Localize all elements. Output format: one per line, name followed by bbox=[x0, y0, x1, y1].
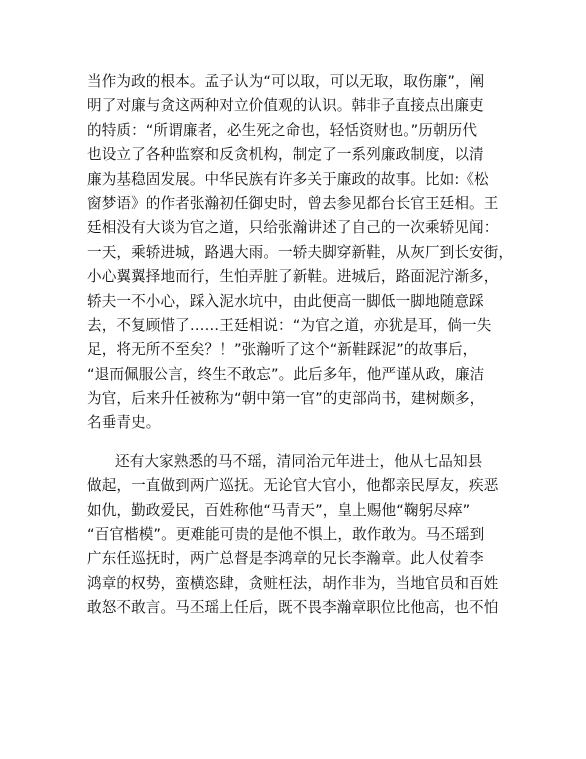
text-line: 做起，一直做到两广巡抚。无论官大官小，他都亲民厚友，疾恶 bbox=[87, 477, 499, 495]
paragraph-1 bbox=[87, 70, 514, 436]
text-line: “退而佩服公言，终生不敢忘”。此后多年，他严谨从政，廉洁 bbox=[87, 365, 485, 383]
text-line: 敢怒不敢言。马丕瑶上任后，既不畏李瀚章职位比他高，也不怕 bbox=[87, 599, 499, 617]
text-line: 为官，后来升任被称为“朝中第一官”的吏部尚书，建树颇多， bbox=[87, 390, 485, 408]
text-line: 广东任巡抚时，两广总督是李鸿章的兄长李瀚章。此人仗着李 bbox=[87, 550, 484, 568]
text-line: 名垂青史。 bbox=[87, 414, 161, 432]
text-line: 廉为基稳固发展。中华民族有许多关于廉政的故事。比如:《松 bbox=[87, 170, 489, 188]
text-line: 去，不复顾惜了……王廷相说：“为官之道，亦犹是耳，倘一失 bbox=[87, 316, 492, 334]
text-line: 的特质：“所谓廉者，必生死之命也，轻恬资财也。”历朝历代 bbox=[87, 121, 478, 139]
text-line: 一天，乘轿进城，路遇大雨。一轿夫脚穿新鞋，从灰厂到长安街， bbox=[87, 243, 514, 261]
paragraph-2 bbox=[87, 450, 507, 621]
text-line: 鸿章的权势，蛮横恣肆，贪赃枉法，胡作非为，当地官员和百姓 bbox=[87, 574, 499, 592]
text-line: 窗梦语》的作者张瀚初任御史时，曾去参见都台长官王廷相。王 bbox=[87, 194, 499, 212]
text-line: 廷相没有大谈为官之道，只给张瀚讲述了自己的一次乘轿见闻： bbox=[87, 219, 499, 237]
text-line: 当作为政的根本。孟子认为“可以取，可以无取，取伤廉”，阐 bbox=[87, 73, 485, 90]
text-line: 还有大家熟悉的马不瑶，清同治元年进士，他从七品知县 bbox=[115, 452, 483, 470]
text-line: 也设立了各种监察和反贪机构，制定了一系列廉政制度，以清 bbox=[87, 146, 484, 164]
text-line: 轿夫一不小心，踩入泥水坑中，由此便高一脚低一脚地随意踩 bbox=[87, 292, 484, 310]
text-line: 明了对廉与贪这两种对立价值观的认识。韩非子直接点出廉吏 bbox=[87, 97, 484, 115]
text-line: 足，将无所不至矣？！”张瀚听了这个“新鞋踩泥”的故事后， bbox=[87, 341, 478, 359]
text-line: 小心翼翼择地而行，生怕弄脏了新鞋。进城后，路面泥泞渐多， bbox=[87, 268, 499, 286]
paragraph-spacer bbox=[87, 436, 507, 450]
text-line: 如仇，勤政爱民，百姓称他“马青天”，皇上赐他“鞠躬尽瘁” bbox=[87, 501, 471, 519]
text-line: “百官楷模”。更难能可贵的是他不惧上，敢作敢为。马丕瑶到 bbox=[87, 526, 485, 544]
body-text bbox=[87, 70, 514, 621]
